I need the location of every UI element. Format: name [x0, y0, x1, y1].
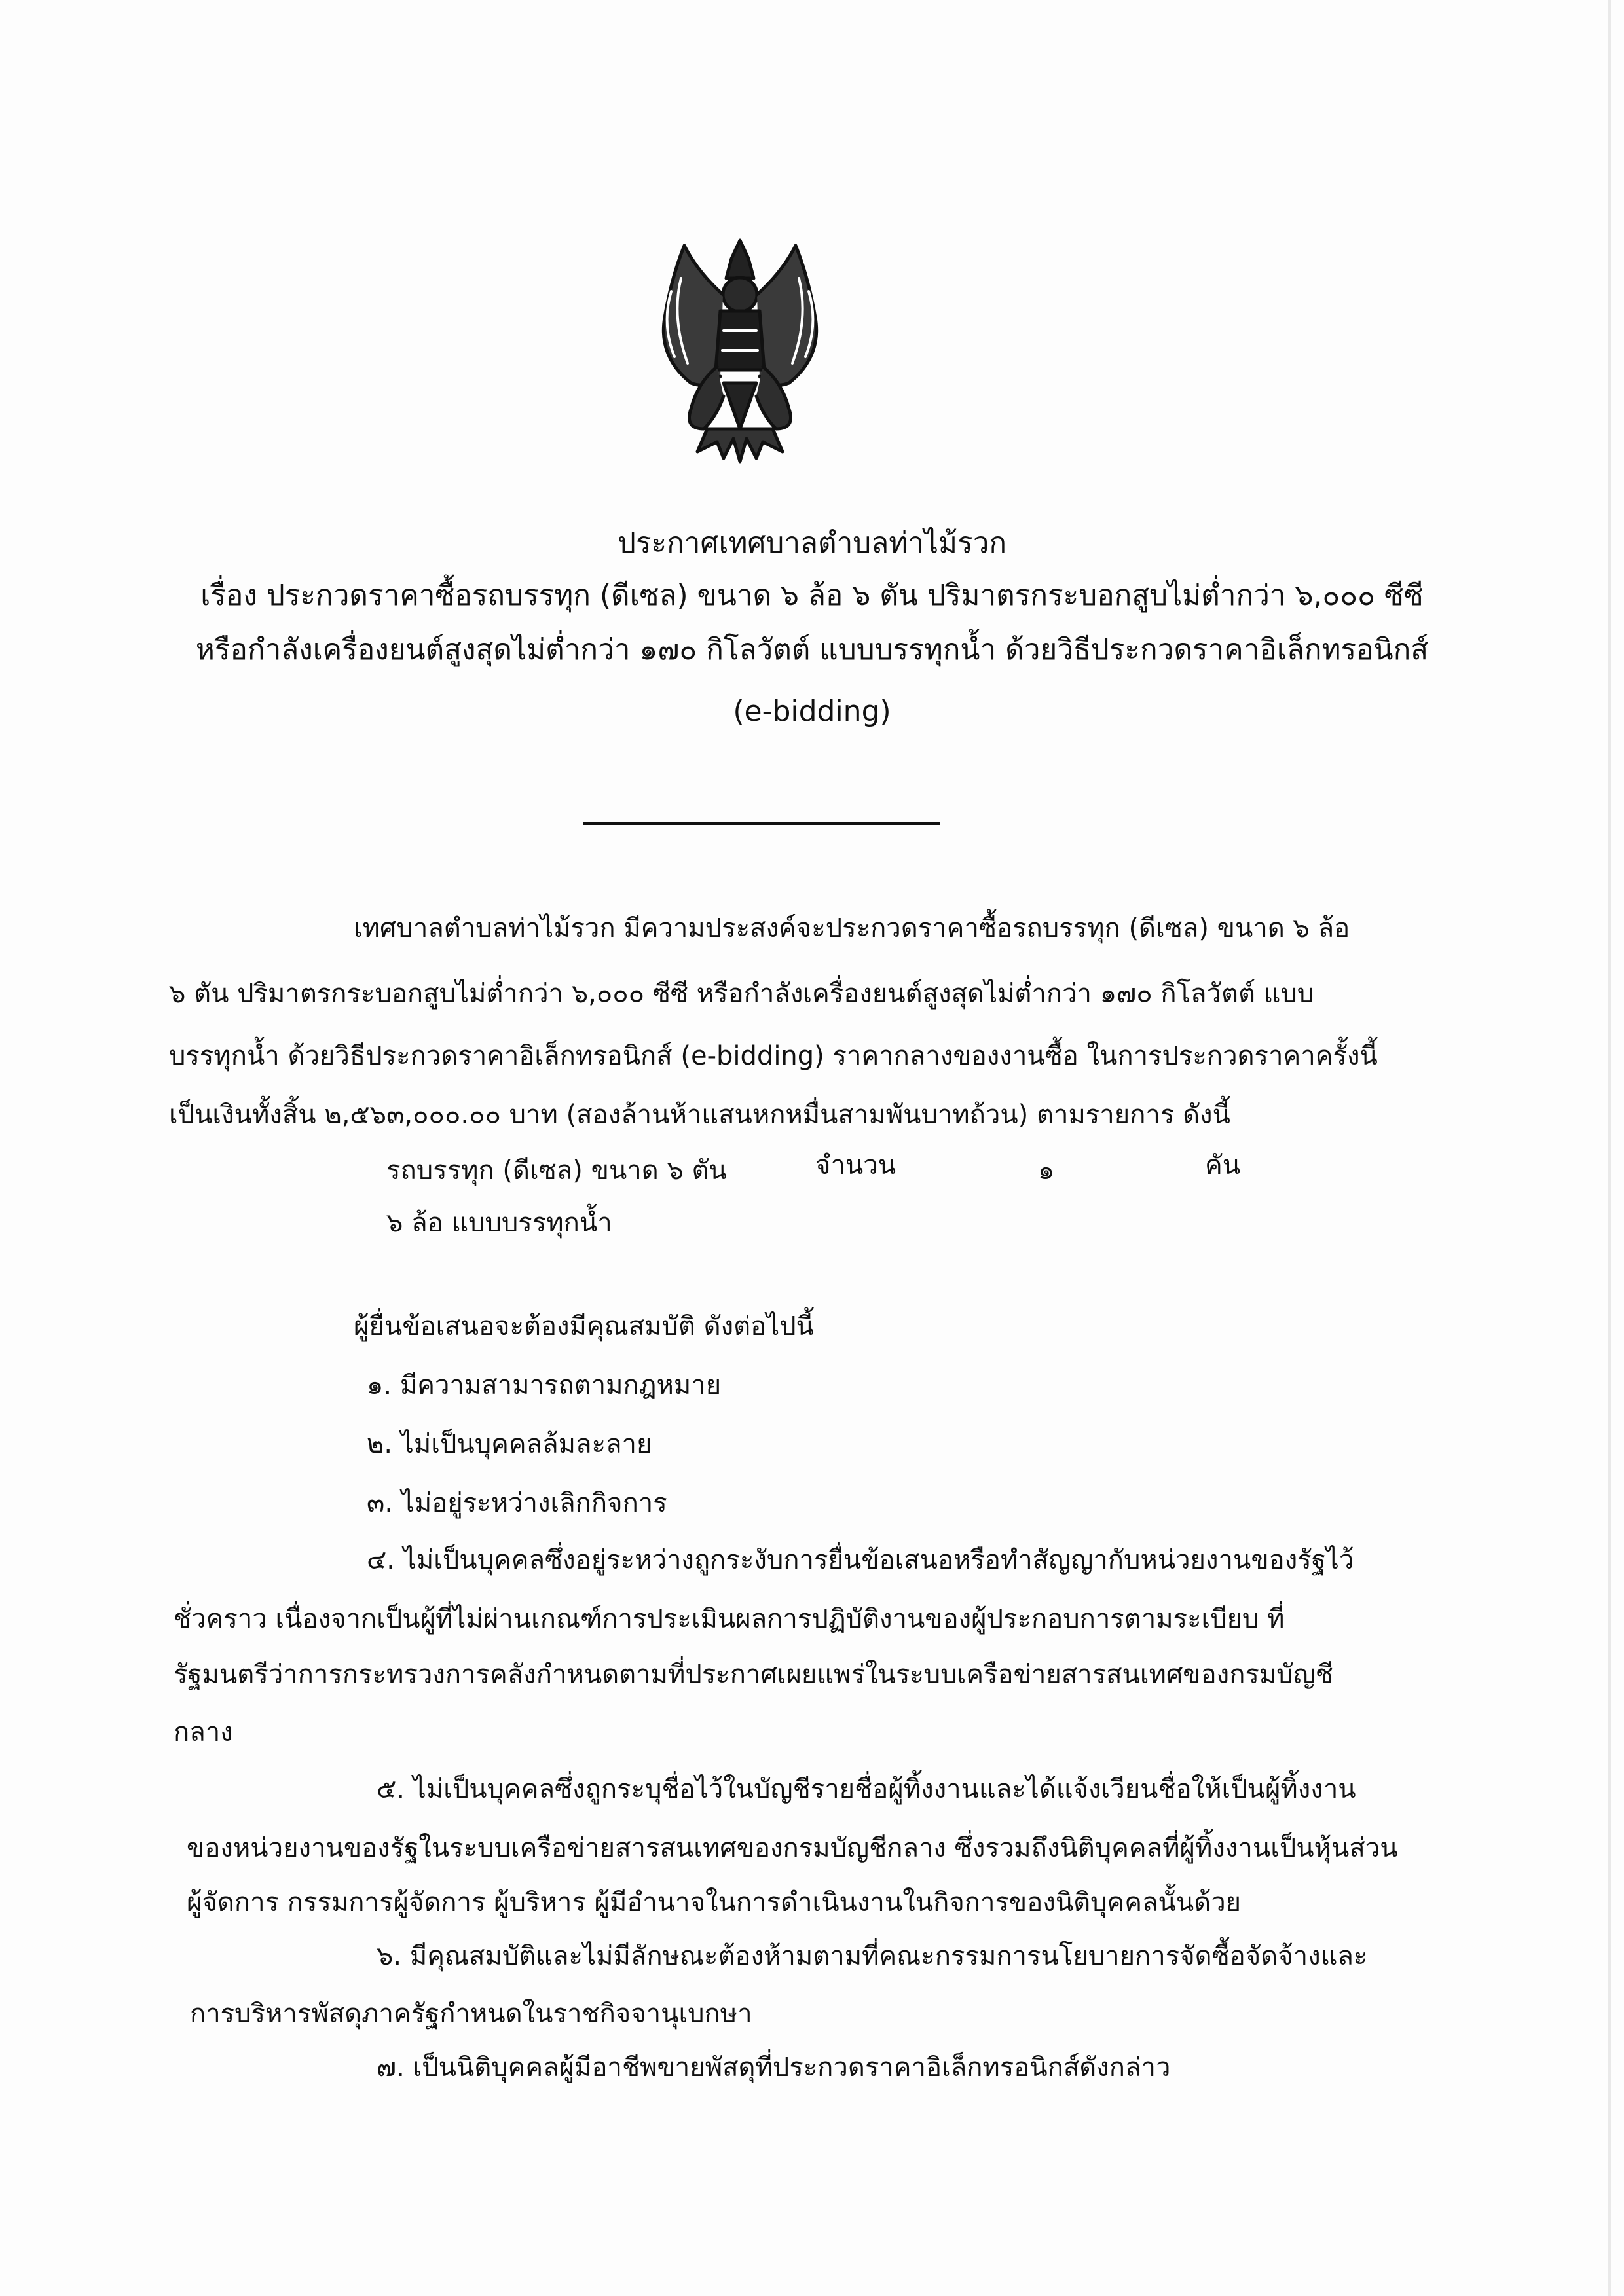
qualification-7: ๗. เป็นนิติบุคคลผู้มีอาชีพขายพัสดุที่ประกวดราคาอิเล็กทรอนิกส์ดังกล่าว	[377, 2052, 1171, 2083]
announcement-title: ประกาศเทศบาลตำบลท่าไม้รวก	[617, 526, 1007, 560]
intro-line-3: บรรทุกน้ำ ด้วยวิธีประกวดราคาอิเล็กทรอนิกส์ (e-bidding) ราคากลางของงานซื้อ ในการประกวดราคาครั้งนี้	[169, 1041, 1378, 1071]
qualification-5-line-3: ผู้จัดการ กรรมการผู้จัดการ ผู้บริหาร ผู้มีอำนาจในการดำเนินงานในกิจการของนิติบุคคลนั้นด้วย	[187, 1887, 1242, 1918]
scan-edge	[1608, 0, 1611, 2296]
qualification-5-line-1: ๕. ไม่เป็นบุคคลซึ่งถูกระบุชื่อไว้ในบัญชีรายชื่อผู้ทิ้งงานและได้แจ้งเวียนชื่อให้เป็นผู้ทิ้งงาน	[377, 1774, 1356, 1804]
qualification-5-line-2: ของหน่วยงานของรัฐในระบบเครือข่ายสารสนเทศของกรมบัญชีกลาง ซึ่งรวมถึงนิติบุคคลที่ผู้ทิ้งงานเป็นหุ้นส่วน	[187, 1833, 1398, 1863]
qualification-6-line-2: การบริหารพัสดุภาครัฐกำหนดในราชกิจจานุเบกษา	[190, 1999, 752, 2029]
subject-line-2: หรือกำลังเครื่องยนต์สูงสุดไม่ต่ำกว่า ๑๗๐ กิโลวัตต์ แบบบรรทุกน้ำ ด้วยวิธีประกวดราคาอิเล็กทรอนิกส์	[195, 633, 1429, 666]
intro-line-1: เทศบาลตำบลท่าไม้รวก มีความประสงค์จะประกวดราคาซื้อรถบรรทุก (ดีเซล) ขนาด ๖ ล้อ	[354, 913, 1350, 943]
intro-line-2: ๖ ตัน ปริมาตรกระบอกสูบไม่ต่ำกว่า ๖,๐๐๐ ซีซี หรือกำลังเครื่องยนต์สูงสุดไม่ต่ำกว่า ๑๗๐ กิโลวัตต์ แบบ	[169, 979, 1314, 1009]
qualification-4-line-1: ๔. ไม่เป็นบุคคลซึ่งอยู่ระหว่างถูกระงับการยื่นข้อเสนอหรือทำสัญญากับหน่วยงานของรัฐไว้	[367, 1545, 1354, 1575]
qualification-1: ๑. มีความสามารถตามกฎหมาย	[367, 1370, 722, 1400]
item-qty: ๑	[1038, 1156, 1055, 1186]
qualification-4-line-3: รัฐมนตรีว่าการกระทรวงการคลังกำหนดตามที่ประกาศเผยแพร่ในระบบเครือข่ายสารสนเทศของกรมบัญชี	[174, 1660, 1333, 1690]
qualifications-heading: ผู้ยื่นข้อเสนอจะต้องมีคุณสมบัติ ดังต่อไปนี้	[354, 1311, 814, 1341]
item-qty-label: จำนวน	[815, 1150, 896, 1180]
qualification-2: ๒. ไม่เป็นบุคคลล้มละลาย	[367, 1429, 652, 1459]
intro-line-4: เป็นเงินทั้งสิ้น ๒,๕๖๓,๐๐๐.๐๐ บาท (สองล้านห้าแสนหกหมื่นสามพันบาทถ้วน) ตามรายการ ดังนี้	[169, 1100, 1230, 1130]
garuda-emblem	[645, 232, 835, 475]
title-divider	[583, 822, 940, 825]
qualification-4-line-2: ชั่วคราว เนื่องจากเป็นผู้ที่ไม่ผ่านเกณฑ์การประเมินผลการปฏิบัติงานของผู้ประกอบการตามระเบียบ ที่	[174, 1604, 1285, 1634]
item-unit: คัน	[1205, 1150, 1241, 1180]
subject-line-3: (e-bidding)	[733, 695, 891, 728]
item-name-line-2: ๖ ล้อ แบบบรรทุกน้ำ	[386, 1208, 612, 1238]
qualification-4-line-4: กลาง	[174, 1717, 233, 1747]
qualification-6-line-1: ๖. มีคุณสมบัติและไม่มีลักษณะต้องห้ามตามที่คณะกรรมการนโยบายการจัดซื้อจัดจ้างและ	[377, 1941, 1368, 1971]
qualification-3: ๓. ไม่อยู่ระหว่างเลิกกิจการ	[367, 1488, 667, 1518]
item-name-line-1: รถบรรทุก (ดีเซล) ขนาด ๖ ตัน	[386, 1156, 727, 1186]
subject-line-1: เรื่อง ประกวดราคาซื้อรถบรรทุก (ดีเซล) ขนาด ๖ ล้อ ๖ ตัน ปริมาตรกระบอกสูบไม่ต่ำกว่า ๖,๐๐๐ ซีซี	[200, 579, 1424, 612]
